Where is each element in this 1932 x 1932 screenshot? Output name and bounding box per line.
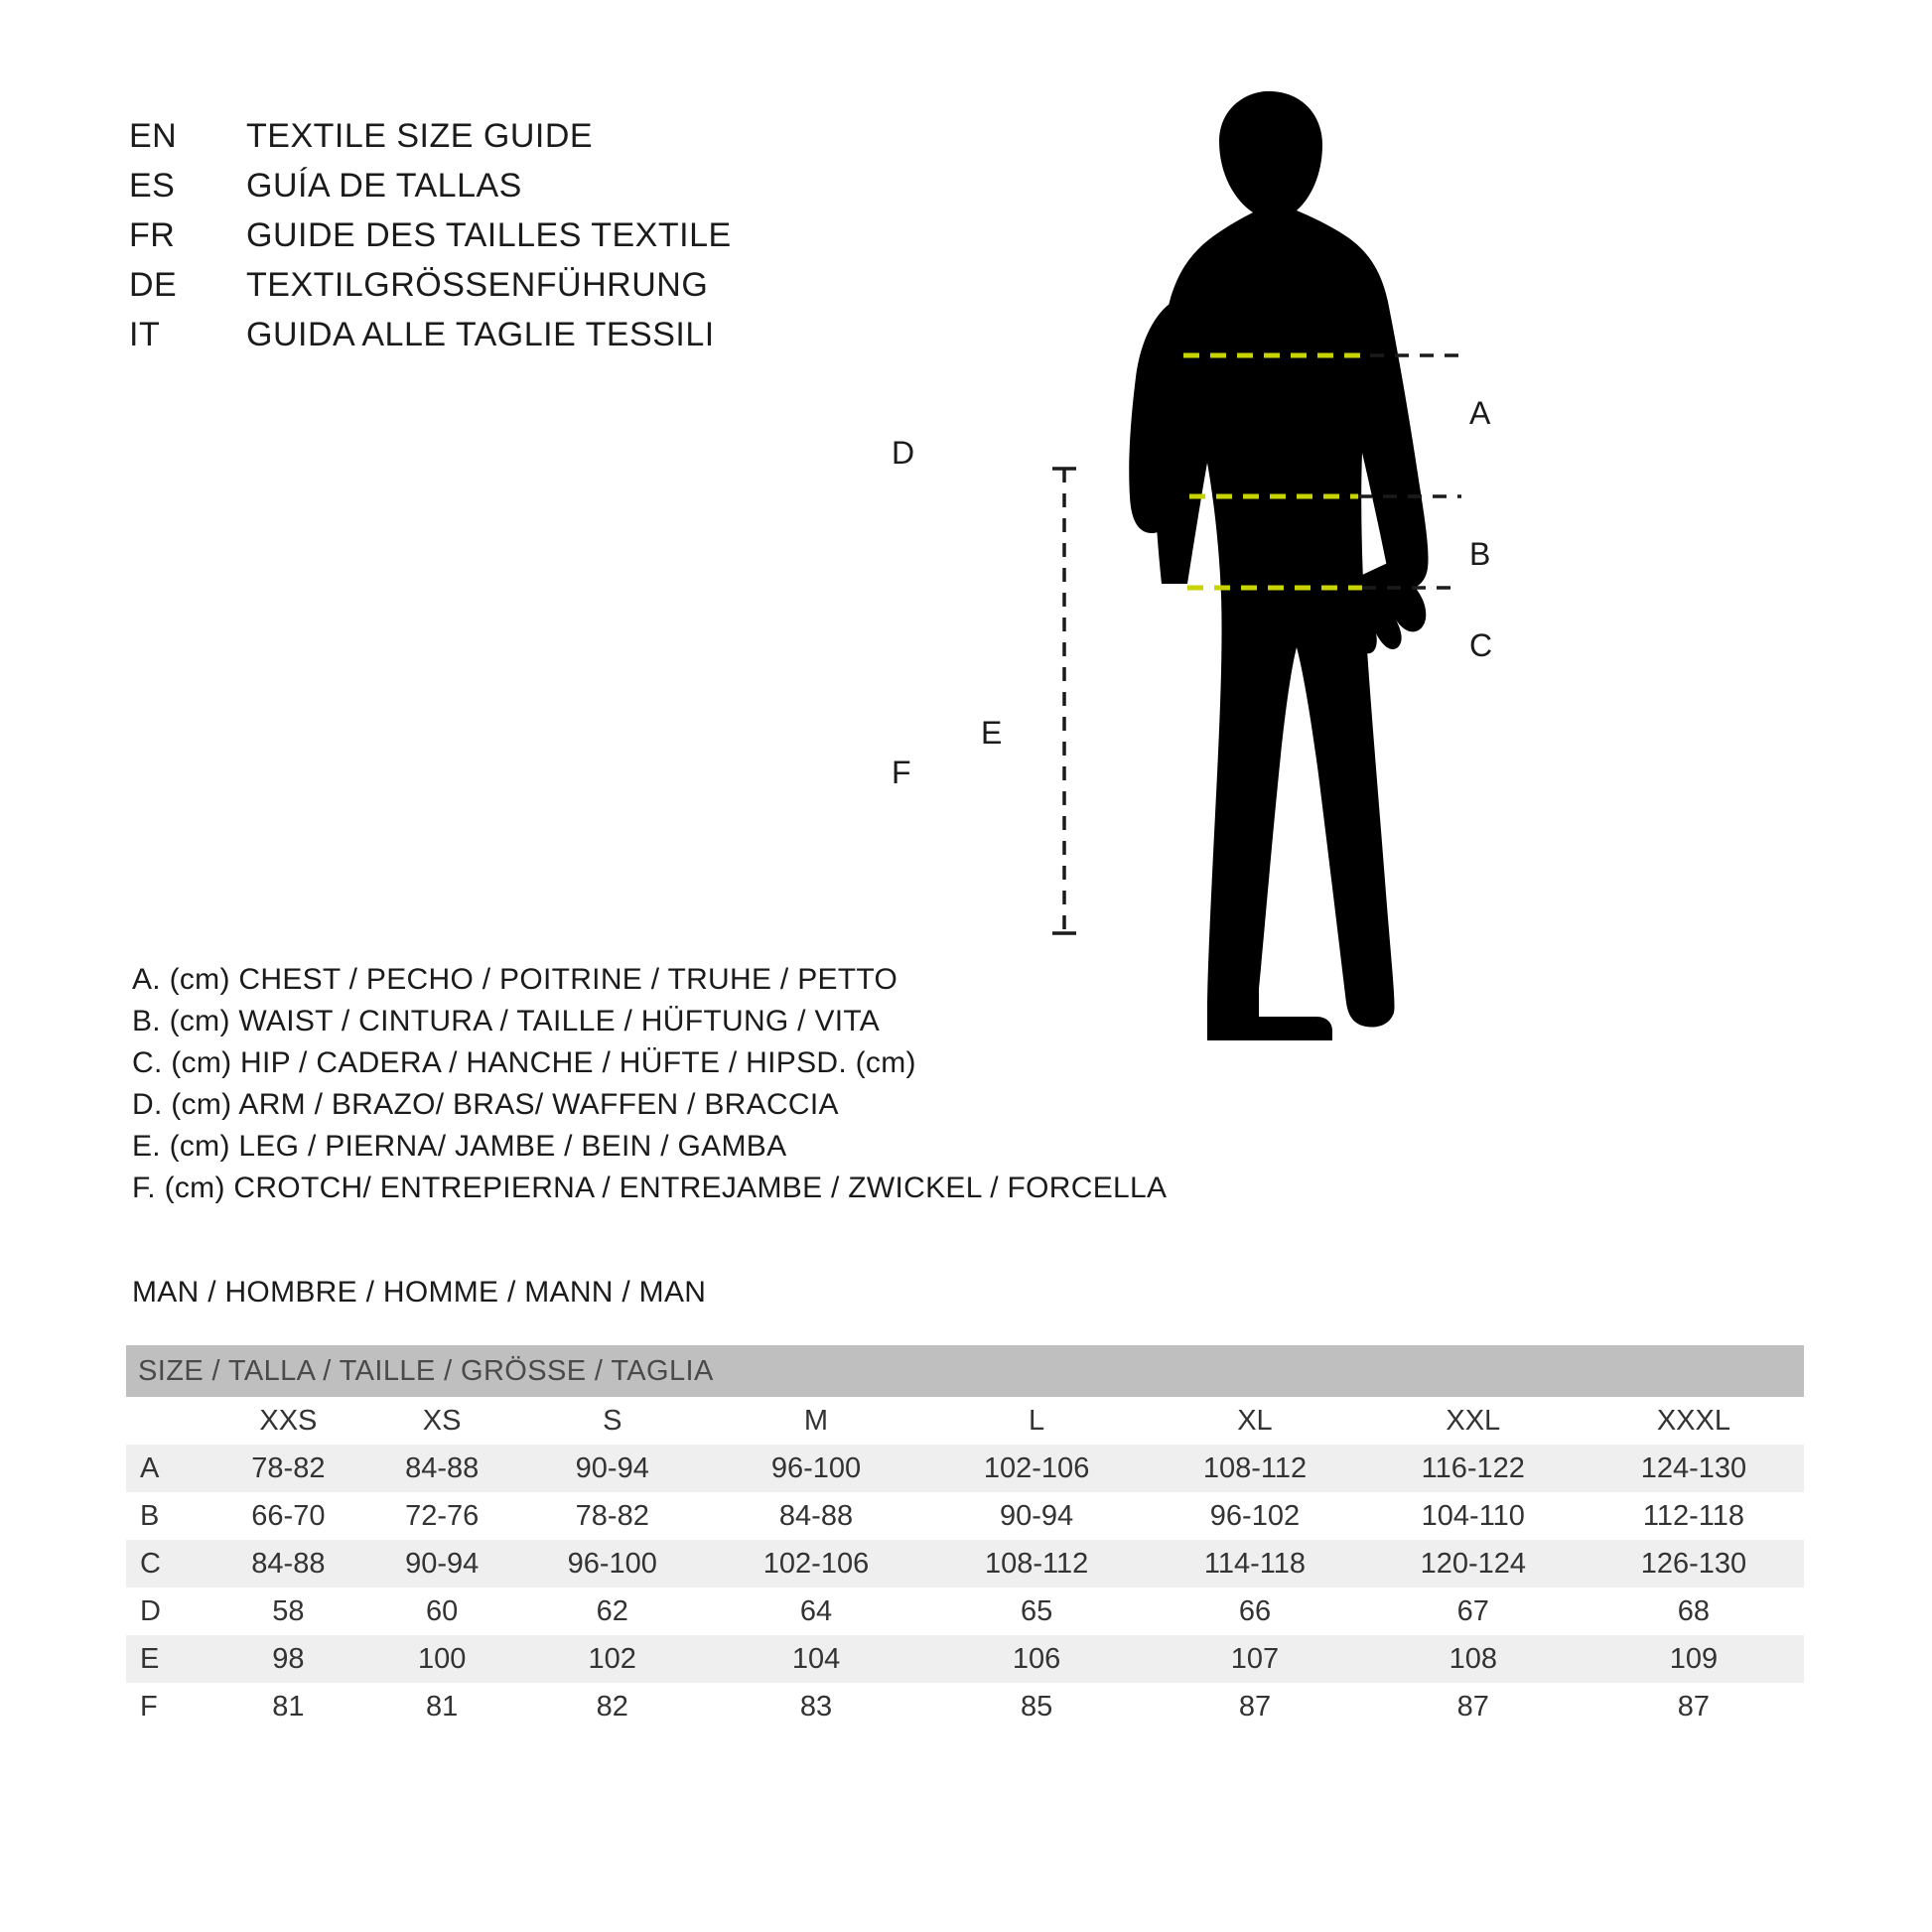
cell-f-m: 83 — [799, 1690, 833, 1723]
cell-f-s: 82 — [596, 1690, 628, 1723]
cell-b-m: 84-88 — [778, 1499, 854, 1532]
cell-f-xxxl: 87 — [1677, 1690, 1711, 1723]
language-title: GUIDE DES TAILLES TEXTILE — [246, 216, 732, 254]
column-header-xxxl: XXXL — [1656, 1404, 1730, 1437]
legend-item-e: E. (cm) LEG / PIERNA/ JAMBE / BEIN / GAMBA — [132, 1130, 787, 1163]
cell-f-xxs: 81 — [272, 1690, 305, 1723]
cell-b-xxs: 66-70 — [251, 1499, 326, 1532]
cell-c-xxs: 84-88 — [251, 1547, 326, 1580]
cell-e-s: 102 — [588, 1642, 636, 1675]
body-measurement-figure — [892, 79, 1866, 1251]
cell-a-s: 90-94 — [575, 1451, 649, 1484]
cell-a-l: 102-106 — [983, 1451, 1090, 1484]
cell-d-xxl: 67 — [1456, 1594, 1489, 1627]
legend-item-d: D. (cm) ARM / BRAZO/ BRAS/ WAFFEN / BRACCIA — [132, 1088, 839, 1121]
cell-b-xl: 96-102 — [1209, 1499, 1301, 1532]
column-header-m: M — [803, 1404, 829, 1437]
column-header-xl: XL — [1237, 1404, 1273, 1437]
table-band-header — [126, 1345, 1804, 1397]
callout-label-a: A — [1469, 395, 1491, 431]
row-label-f: F — [140, 1690, 158, 1723]
language-code: EN — [129, 117, 178, 155]
callout-label-c: C — [1469, 627, 1493, 663]
language-title: TEXTILGRÖSSENFÜHRUNG — [246, 266, 709, 304]
cell-d-m: 64 — [799, 1594, 833, 1627]
language-title-block — [129, 117, 732, 365]
column-header-xxs: XXS — [259, 1404, 318, 1437]
cell-e-xs: 100 — [417, 1642, 467, 1675]
language-code: DE — [129, 266, 178, 304]
column-header-l: L — [1029, 1404, 1045, 1437]
language-row — [129, 216, 732, 266]
column-header-xs: XS — [422, 1404, 462, 1437]
cell-e-xxl: 108 — [1449, 1642, 1497, 1675]
cell-c-xs: 90-94 — [405, 1547, 480, 1580]
corner-cell — [126, 1397, 211, 1445]
table-row — [126, 1540, 1804, 1587]
column-header-xxl: XXL — [1446, 1404, 1501, 1437]
callout-label-e: E — [981, 715, 1003, 751]
cell-c-m: 102-106 — [762, 1547, 870, 1580]
cell-e-m: 104 — [791, 1642, 841, 1675]
language-title: GUIDA ALLE TAGLIE TESSILI — [246, 316, 715, 353]
cell-e-xxs: 98 — [272, 1642, 305, 1675]
table-row — [126, 1445, 1804, 1492]
cell-d-s: 62 — [596, 1594, 628, 1627]
callout-label-b: B — [1469, 536, 1491, 572]
cell-d-xl: 66 — [1238, 1594, 1272, 1627]
language-title: GUÍA DE TALLAS — [246, 167, 522, 205]
language-row — [129, 117, 732, 167]
cell-a-xxxl: 124-130 — [1640, 1451, 1747, 1484]
table-column-header-row — [126, 1397, 1804, 1445]
legend-item-c: C. (cm) HIP / CADERA / HANCHE / HÜFTE / HIPSD. (cm) — [132, 1046, 916, 1079]
cell-c-xxl: 120-124 — [1420, 1547, 1527, 1580]
cell-d-xxs: 58 — [272, 1594, 305, 1627]
cell-f-l: 85 — [1020, 1690, 1053, 1723]
cell-a-xxl: 116-122 — [1421, 1451, 1525, 1484]
cell-c-xxxl: 126-130 — [1640, 1547, 1747, 1580]
column-header-s: S — [603, 1404, 622, 1437]
row-label-b: B — [140, 1499, 160, 1532]
man-silhouette-icon — [1129, 91, 1428, 1040]
language-code: ES — [129, 167, 176, 205]
size-band-label: SIZE / TALLA / TAILLE / GRÖSSE / TAGLIA — [138, 1354, 714, 1387]
cell-e-xl: 107 — [1230, 1642, 1280, 1675]
cell-b-s: 78-82 — [575, 1499, 649, 1532]
cell-a-xl: 108-112 — [1202, 1451, 1308, 1484]
cell-a-m: 96-100 — [770, 1451, 862, 1484]
table-row — [126, 1635, 1804, 1683]
cell-d-xs: 60 — [426, 1594, 459, 1627]
table-row — [126, 1492, 1804, 1540]
cell-c-s: 96-100 — [567, 1547, 657, 1580]
table-row — [126, 1683, 1804, 1730]
legend-item-a: A. (cm) CHEST / PECHO / POITRINE / TRUHE / PETTO — [132, 963, 898, 996]
legend-item-b: B. (cm) WAIST / CINTURA / TAILLE / HÜFTUNG / VITA — [132, 1005, 881, 1037]
cell-b-xxxl: 112-118 — [1642, 1499, 1744, 1532]
cell-d-l: 65 — [1020, 1594, 1053, 1627]
row-label-e: E — [140, 1642, 160, 1675]
cell-c-xl: 114-118 — [1203, 1547, 1307, 1580]
size-table — [126, 1345, 1804, 1730]
language-row — [129, 266, 732, 316]
row-label-a: A — [140, 1451, 160, 1484]
table-row — [126, 1587, 1804, 1635]
cell-f-xxl: 87 — [1456, 1690, 1489, 1723]
language-code: IT — [129, 316, 161, 353]
row-label-c: C — [140, 1547, 161, 1580]
cell-b-xs: 72-76 — [405, 1499, 480, 1532]
cell-b-l: 90-94 — [1000, 1499, 1074, 1532]
language-code: FR — [129, 216, 176, 254]
callout-label-f: F — [892, 755, 911, 790]
language-row — [129, 167, 732, 216]
measurement-legend — [132, 963, 1167, 1213]
dimension-e-bracket — [1052, 469, 1076, 933]
language-row — [129, 316, 732, 365]
cell-b-xxl: 104-110 — [1421, 1499, 1525, 1532]
cell-e-xxxl: 109 — [1669, 1642, 1719, 1675]
legend-item-f: F. (cm) CROTCH/ ENTREPIERNA / ENTREJAMBE / ZWICKEL / FORCELLA — [132, 1172, 1168, 1204]
language-title: TEXTILE SIZE GUIDE — [246, 117, 594, 155]
gender-label: MAN / HOMBRE / HOMME / MANN / MAN — [132, 1276, 707, 1309]
cell-d-xxxl: 68 — [1677, 1594, 1711, 1627]
cell-a-xxs: 78-82 — [251, 1451, 326, 1484]
cell-c-l: 108-112 — [984, 1547, 1089, 1580]
cell-e-l: 106 — [1012, 1642, 1061, 1675]
cell-a-xs: 84-88 — [405, 1451, 480, 1484]
figure-svg — [1013, 79, 1866, 1251]
callout-label-d: D — [892, 435, 915, 471]
cell-f-xl: 87 — [1238, 1690, 1272, 1723]
row-label-d: D — [140, 1594, 161, 1627]
cell-f-xs: 81 — [426, 1690, 459, 1723]
